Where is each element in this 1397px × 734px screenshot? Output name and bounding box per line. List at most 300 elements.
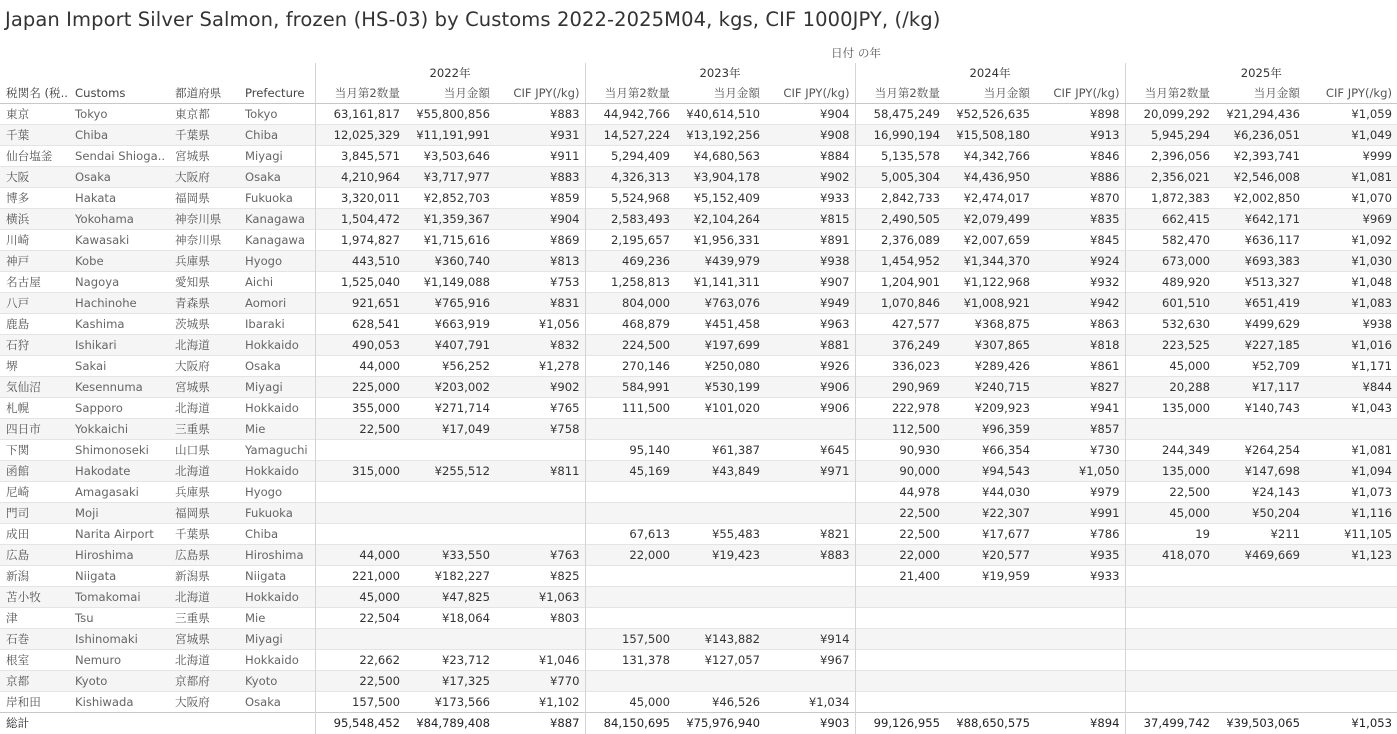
value-cell: ¥933 [1035,566,1125,587]
customs-jp-cell: 東京 [0,104,69,125]
dimension-header: Customs [69,83,169,104]
value-cell: ¥1,344,370 [945,251,1035,272]
table-row [0,503,1397,524]
value-cell: ¥1,073 [1305,482,1397,503]
value-cell: ¥1,043 [1305,398,1397,419]
value-cell [1125,692,1215,713]
value-cell: ¥19,423 [675,545,765,566]
measure-header: 当月第2数量 [585,83,675,104]
value-cell: ¥19,959 [945,566,1035,587]
customs-en-cell: Osaka [69,167,169,188]
value-cell: ¥75,976,940 [675,713,765,734]
prefecture-en-cell: Hokkaido [239,398,315,419]
value-cell: 270,146 [585,356,675,377]
value-cell: ¥979 [1035,482,1125,503]
value-cell: 673,000 [1125,251,1215,272]
prefecture-jp-cell: 愛知県 [169,272,239,293]
prefecture-jp-cell: 北海道 [169,650,239,671]
customs-jp-cell: 成田 [0,524,69,545]
value-cell: ¥999 [1305,146,1397,167]
value-cell: ¥1,081 [1305,167,1397,188]
prefecture-en-cell: Hyogo [239,251,315,272]
value-cell: 20,288 [1125,377,1215,398]
value-cell: ¥1,092 [1305,230,1397,251]
value-cell: ¥869 [495,230,585,251]
value-cell [315,440,405,461]
prefecture-en-cell: Mie [239,608,315,629]
measure-header: 当月第2数量 [1125,83,1215,104]
value-cell: ¥663,919 [405,314,495,335]
customs-jp-cell: 横浜 [0,209,69,230]
measure-header: 当月第2数量 [855,83,945,104]
value-cell: 45,169 [585,461,675,482]
prefecture-en-cell: Kanagawa [239,230,315,251]
prefecture-jp-cell: 福岡県 [169,503,239,524]
value-cell [405,440,495,461]
value-cell: ¥1,059 [1305,104,1397,125]
prefecture-jp-cell: 千葉県 [169,125,239,146]
customs-jp-cell: 鹿島 [0,314,69,335]
value-cell: ¥969 [1305,209,1397,230]
prefecture-jp-cell: 北海道 [169,587,239,608]
value-cell: 22,504 [315,608,405,629]
measure-header: CIF JPY(/kg) [1035,83,1125,104]
value-cell [1305,650,1397,671]
value-cell: ¥307,865 [945,335,1035,356]
value-cell: 443,510 [315,251,405,272]
value-cell: 44,978 [855,482,945,503]
value-cell [495,440,585,461]
value-cell: ¥2,393,741 [1215,146,1305,167]
prefecture-jp-cell: 神奈川県 [169,230,239,251]
value-cell: 90,000 [855,461,945,482]
value-cell [1305,671,1397,692]
value-cell: 45,000 [585,692,675,713]
value-cell: 45,000 [315,587,405,608]
value-cell: ¥360,740 [405,251,495,272]
value-cell: 45,000 [1125,356,1215,377]
value-cell: ¥4,342,766 [945,146,1035,167]
value-cell [765,587,855,608]
value-cell: ¥96,359 [945,419,1035,440]
value-cell: ¥1,359,367 [405,209,495,230]
measure-header: 当月金額 [1215,83,1305,104]
customs-jp-cell: 岸和田 [0,692,69,713]
value-cell: ¥887 [495,713,585,734]
value-cell: ¥1,123 [1305,545,1397,566]
value-cell: ¥883 [765,545,855,566]
customs-jp-cell: 博多 [0,188,69,209]
value-cell: ¥4,436,950 [945,167,1035,188]
prefecture-jp-cell: 青森県 [169,293,239,314]
value-cell: ¥1,715,616 [405,230,495,251]
value-cell: 3,845,571 [315,146,405,167]
value-cell: ¥911 [495,146,585,167]
value-cell [945,629,1035,650]
value-cell: ¥903 [765,713,855,734]
table-row [0,440,1397,461]
customs-jp-cell: 京都 [0,671,69,692]
value-cell: 376,249 [855,335,945,356]
customs-jp-cell: 名古屋 [0,272,69,293]
value-cell: ¥906 [765,377,855,398]
prefecture-en-cell: Fukuoka [239,188,315,209]
customs-jp-cell: 札幌 [0,398,69,419]
value-cell: ¥942 [1035,293,1125,314]
value-cell: 2,195,657 [585,230,675,251]
customs-en-cell: Tokyo [69,104,169,125]
value-cell: ¥140,743 [1215,398,1305,419]
value-cell: 112,500 [855,419,945,440]
value-cell: 84,150,695 [585,713,675,734]
measure-header: CIF JPY(/kg) [1305,83,1397,104]
value-cell: ¥52,709 [1215,356,1305,377]
value-cell: ¥827 [1035,377,1125,398]
prefecture-jp-cell: 福岡県 [169,188,239,209]
value-cell: ¥1,063 [495,587,585,608]
value-cell [1215,608,1305,629]
value-cell: 290,969 [855,377,945,398]
value-cell [675,503,765,524]
value-cell: ¥2,546,008 [1215,167,1305,188]
customs-jp-cell: 石狩 [0,335,69,356]
value-cell: ¥818 [1035,335,1125,356]
value-cell: 336,023 [855,356,945,377]
value-cell: ¥1,956,331 [675,230,765,251]
value-cell: ¥898 [1035,104,1125,125]
value-cell: ¥730 [1035,440,1125,461]
value-cell: 44,942,766 [585,104,675,125]
value-cell: ¥1,171 [1305,356,1397,377]
value-cell: ¥227,185 [1215,335,1305,356]
value-cell: 67,613 [585,524,675,545]
customs-jp-cell: 気仙沼 [0,377,69,398]
value-cell: ¥786 [1035,524,1125,545]
value-cell [855,650,945,671]
value-cell [585,503,675,524]
prefecture-en-cell: Yamaguchi [239,440,315,461]
value-cell [1215,566,1305,587]
value-cell: 223,525 [1125,335,1215,356]
table-row [0,545,1397,566]
customs-jp-cell: 仙台塩釜 [0,146,69,167]
value-cell: ¥56,252 [405,356,495,377]
value-cell: 22,000 [585,545,675,566]
customs-en-cell: Kesennuma [69,377,169,398]
customs-jp-cell: 石巻 [0,629,69,650]
value-cell: ¥825 [495,566,585,587]
customs-en-cell: Hakodate [69,461,169,482]
value-cell: 5,135,578 [855,146,945,167]
value-cell: ¥963 [765,314,855,335]
table-row [0,314,1397,335]
value-cell: ¥147,698 [1215,461,1305,482]
value-cell: ¥21,294,436 [1215,104,1305,125]
value-cell: ¥2,002,850 [1215,188,1305,209]
prefecture-jp-cell: 北海道 [169,461,239,482]
value-cell [1035,629,1125,650]
value-cell: ¥2,007,659 [945,230,1035,251]
value-cell [1215,692,1305,713]
value-cell [675,587,765,608]
value-cell [585,419,675,440]
prefecture-en-cell: Aichi [239,272,315,293]
value-cell: ¥902 [495,377,585,398]
value-cell: ¥182,227 [405,566,495,587]
value-cell [1035,671,1125,692]
value-cell: ¥1,016 [1305,335,1397,356]
value-cell: ¥1,141,311 [675,272,765,293]
value-cell: ¥763 [495,545,585,566]
value-cell: 582,470 [1125,230,1215,251]
value-cell: ¥1,050 [1035,461,1125,482]
value-cell: ¥763,076 [675,293,765,314]
value-cell: ¥84,789,408 [405,713,495,734]
value-cell [855,671,945,692]
customs-en-cell: Yokohama [69,209,169,230]
prefecture-jp-cell: 茨城県 [169,314,239,335]
prefecture-jp-cell: 大阪府 [169,692,239,713]
value-cell [585,587,675,608]
value-cell: ¥264,254 [1215,440,1305,461]
customs-en-cell: Kashima [69,314,169,335]
value-cell: 584,991 [585,377,675,398]
value-cell: ¥907 [765,272,855,293]
table-row [0,167,1397,188]
value-cell: ¥938 [1305,314,1397,335]
value-cell: 5,294,409 [585,146,675,167]
customs-en-cell: Niigata [69,566,169,587]
value-cell: 222,978 [855,398,945,419]
customs-en-cell: Tomakomai [69,587,169,608]
value-cell: ¥209,923 [945,398,1035,419]
value-cell: 315,000 [315,461,405,482]
prefecture-en-cell: Osaka [239,167,315,188]
value-cell: ¥255,512 [405,461,495,482]
year-header: 2022年 [315,63,585,83]
value-cell: ¥407,791 [405,335,495,356]
prefecture-en-cell: Osaka [239,692,315,713]
value-cell: 532,630 [1125,314,1215,335]
value-cell: 628,541 [315,314,405,335]
value-cell: 5,524,968 [585,188,675,209]
customs-en-cell: Hachinohe [69,293,169,314]
value-cell: ¥46,526 [675,692,765,713]
prefecture-en-cell: Mie [239,419,315,440]
value-cell: ¥844 [1305,377,1397,398]
value-cell: 221,000 [315,566,405,587]
value-cell: ¥1,056 [495,314,585,335]
value-cell: 804,000 [585,293,675,314]
customs-jp-cell: 八戸 [0,293,69,314]
prefecture-jp-cell: 北海道 [169,398,239,419]
value-cell: 224,500 [585,335,675,356]
value-cell: 2,490,505 [855,209,945,230]
value-cell: ¥861 [1035,356,1125,377]
value-cell [1305,566,1397,587]
value-cell: ¥50,204 [1215,503,1305,524]
value-cell [945,650,1035,671]
value-cell: ¥1,094 [1305,461,1397,482]
value-cell: 1,974,827 [315,230,405,251]
value-cell [855,608,945,629]
customs-jp-cell: 四日市 [0,419,69,440]
value-cell: 5,005,304 [855,167,945,188]
value-cell: 19 [1125,524,1215,545]
prefecture-jp-cell: 東京都 [169,104,239,125]
value-cell: ¥846 [1035,146,1125,167]
value-cell: 921,651 [315,293,405,314]
value-cell: ¥2,104,264 [675,209,765,230]
value-cell: 99,126,955 [855,713,945,734]
table-row [0,209,1397,230]
value-cell: 2,356,021 [1125,167,1215,188]
value-cell: ¥908 [765,125,855,146]
customs-jp-cell: 津 [0,608,69,629]
value-cell: ¥2,079,499 [945,209,1035,230]
measure-header: 当月第2数量 [315,83,405,104]
value-cell: ¥47,825 [405,587,495,608]
value-cell [585,482,675,503]
value-cell: ¥55,483 [675,524,765,545]
value-cell: 14,527,224 [585,125,675,146]
date-year-header: 日付 の年 [315,44,1397,63]
value-cell: ¥2,852,703 [405,188,495,209]
total-row [0,713,1397,734]
value-cell: ¥250,080 [675,356,765,377]
value-cell [855,692,945,713]
table-row [0,293,1397,314]
value-cell: ¥271,714 [405,398,495,419]
crosstab-table [0,44,1397,734]
year-header: 2024年 [855,63,1125,83]
value-cell: ¥439,979 [675,251,765,272]
value-cell: ¥1,116 [1305,503,1397,524]
value-cell: ¥40,614,510 [675,104,765,125]
table-row [0,461,1397,482]
value-cell [1125,419,1215,440]
value-cell: 2,583,493 [585,209,675,230]
customs-en-cell: Narita Airport [69,524,169,545]
value-cell: 2,396,056 [1125,146,1215,167]
prefecture-en-cell: Miyagi [239,629,315,650]
value-cell: ¥17,325 [405,671,495,692]
value-cell [585,608,675,629]
value-cell: ¥203,002 [405,377,495,398]
prefecture-jp-cell: 兵庫県 [169,251,239,272]
prefecture-en-cell: Miyagi [239,146,315,167]
value-cell: 5,945,294 [1125,125,1215,146]
prefecture-en-cell: Aomori [239,293,315,314]
value-cell [315,482,405,503]
customs-jp-cell: 堺 [0,356,69,377]
customs-en-cell: Moji [69,503,169,524]
value-cell: 63,161,817 [315,104,405,125]
customs-jp-cell: 広島 [0,545,69,566]
value-cell: 44,000 [315,545,405,566]
value-cell: 1,525,040 [315,272,405,293]
value-cell [405,629,495,650]
table-row [0,377,1397,398]
value-cell [1125,566,1215,587]
value-cell: ¥1,034 [765,692,855,713]
value-cell [945,608,1035,629]
dimension-header: Prefecture [239,83,315,104]
value-cell: ¥1,049 [1305,125,1397,146]
prefecture-en-cell: Hyogo [239,482,315,503]
table-row [0,356,1397,377]
value-cell: ¥17,677 [945,524,1035,545]
value-cell: ¥33,550 [405,545,495,566]
customs-en-cell: Hiroshima [69,545,169,566]
value-cell [765,566,855,587]
value-cell: 90,930 [855,440,945,461]
customs-jp-cell: 門司 [0,503,69,524]
table-row [0,188,1397,209]
value-cell: ¥884 [765,146,855,167]
value-cell: ¥17,049 [405,419,495,440]
value-cell [1035,587,1125,608]
customs-jp-cell: 尼崎 [0,482,69,503]
value-cell [765,482,855,503]
value-cell: 3,320,011 [315,188,405,209]
value-cell: ¥906 [765,398,855,419]
value-cell: 12,025,329 [315,125,405,146]
value-cell: 2,842,733 [855,188,945,209]
table-row [0,230,1397,251]
value-cell: 22,662 [315,650,405,671]
value-cell [855,587,945,608]
value-cell: ¥2,474,017 [945,188,1035,209]
value-cell: ¥101,020 [675,398,765,419]
value-cell: ¥891 [765,230,855,251]
value-cell: ¥17,117 [1215,377,1305,398]
value-cell: ¥693,383 [1215,251,1305,272]
measure-header: 当月金額 [945,83,1035,104]
value-cell: 427,577 [855,314,945,335]
prefecture-en-cell: Niigata [239,566,315,587]
customs-en-cell: Chiba [69,125,169,146]
value-cell: ¥642,171 [1215,209,1305,230]
value-cell: ¥902 [765,167,855,188]
value-cell: 4,210,964 [315,167,405,188]
value-cell [405,503,495,524]
prefecture-en-cell: Hokkaido [239,587,315,608]
value-cell [675,671,765,692]
value-cell [495,503,585,524]
value-cell: 355,000 [315,398,405,419]
value-cell: ¥211 [1215,524,1305,545]
value-cell: ¥11,105 [1305,524,1397,545]
prefecture-en-cell: Kyoto [239,671,315,692]
value-cell [1125,650,1215,671]
value-cell: ¥913 [1035,125,1125,146]
value-cell: ¥15,508,180 [945,125,1035,146]
prefecture-jp-cell: 千葉県 [169,524,239,545]
value-cell: 95,548,452 [315,713,405,734]
value-cell: ¥173,566 [405,692,495,713]
prefecture-en-cell: Ibaraki [239,314,315,335]
dimension-header: 都道府県 [169,83,239,104]
value-cell [1035,692,1125,713]
value-cell: ¥949 [765,293,855,314]
value-cell: ¥813 [495,251,585,272]
value-cell: ¥883 [495,104,585,125]
value-cell [1215,650,1305,671]
prefecture-en-cell: Chiba [239,125,315,146]
value-cell: ¥758 [495,419,585,440]
customs-jp-cell: 根室 [0,650,69,671]
